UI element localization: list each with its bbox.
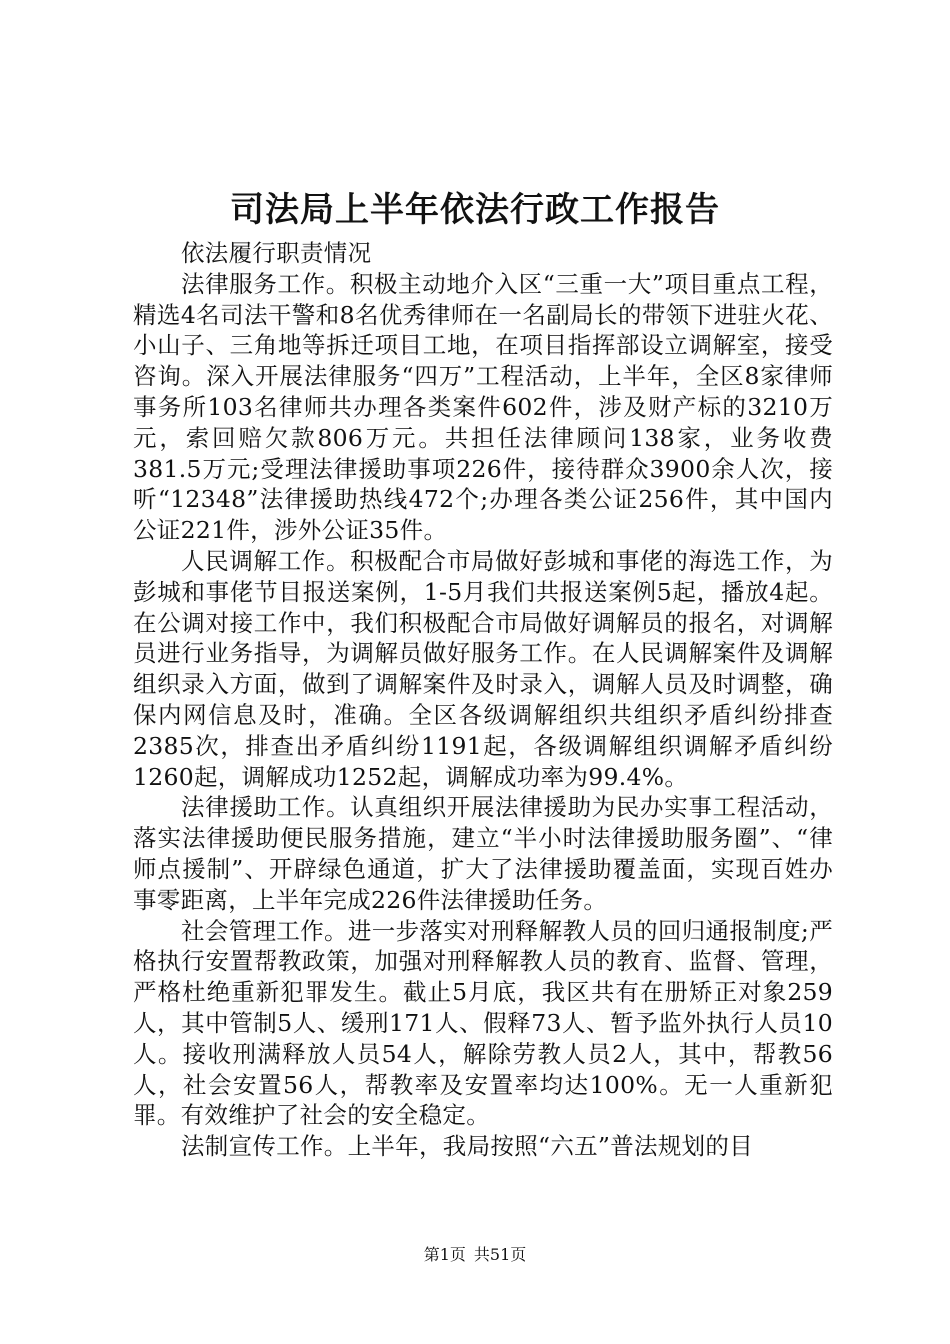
paragraph-legal-aid: 法律援助工作。认真组织开展法律援助为民办实事工程活动，落实法律援助便民服务措施，建立“半小时法律援助服务圈”、“律师点援制”、开辟绿色通道，扩大了法律援助覆盖面，实现百姓办事零距离，上半年完成226件法律援助任务。 xyxy=(133,793,833,914)
paragraph-legal-services: 法律服务工作。积极主动地介入区“三重一大”项目重点工程，精选4名司法干警和8名优秀律师在一名副局长的带领下进驻火花、小山子、三角地等拆迁项目工地，在项目指挥部设立调解室，接受咨询。深入开展法律服务“四万”工程活动，上半年，全区8家律师事务所103名律师共办理各类案件602件，涉及财产标的3210万元，索回赔欠款806万元。共担任法律顾问138家，业务收费381.5万元;受理法律援助事项226件，接待群众3900余人次，接听“12348”法律援助热线472个;办理各类公证256件，其中国内公证221件，涉外公证35件。 xyxy=(133,269,833,545)
page-number: 第1页 xyxy=(423,1245,466,1264)
paragraph-social-management: 社会管理工作。进一步落实对刑释解教人员的回归通报制度;严格执行安置帮教政策，加强对刑释解教人员的教育、监督、管理，严格杜绝重新犯罪发生。截止5月底，我区共有在册矫正对象259人，其中管制5人、缓刑171人、假释73人、暂予监外执行人员10人。接收刑满释放人员54人，解除劳教人员2人，其中，帮教56人，社会安置56人，帮教率及安置率均达100%。无一人重新犯罪。有效维护了社会的安全稳定。 xyxy=(133,916,833,1130)
paragraph-mediation: 人民调解工作。积极配合市局做好彭城和事佬的海选工作，为彭城和事佬节目报送案例，1-5月我们共报送案例5起，播放4起。在公调对接工作中，我们积极配合市局做好调解员的报名，对调解员进行业务指导，为调解员做好服务工作。在人民调解案件及调解组织录入方面，做到了调解案件及时录入，调解人员及时调整，确保内网信息及时，准确。全区各级调解组织共组织矛盾纠纷排查2385次，排查出矛盾纠纷1191起，各级调解组织调解矛盾纠纷1260起，调解成功1252起，调解成功率为99.4%。 xyxy=(133,546,833,791)
page-footer xyxy=(0,1244,950,1266)
paragraph-legal-publicity: 法制宣传工作。上半年，我局按照“六五”普法规划的目 xyxy=(181,1132,754,1161)
page-total: 共51页 xyxy=(473,1245,527,1264)
document-title: 司法局上半年依法行政工作报告 xyxy=(230,190,720,230)
document-body xyxy=(133,238,833,1162)
section-heading: 依法履行职责情况 xyxy=(181,239,372,267)
